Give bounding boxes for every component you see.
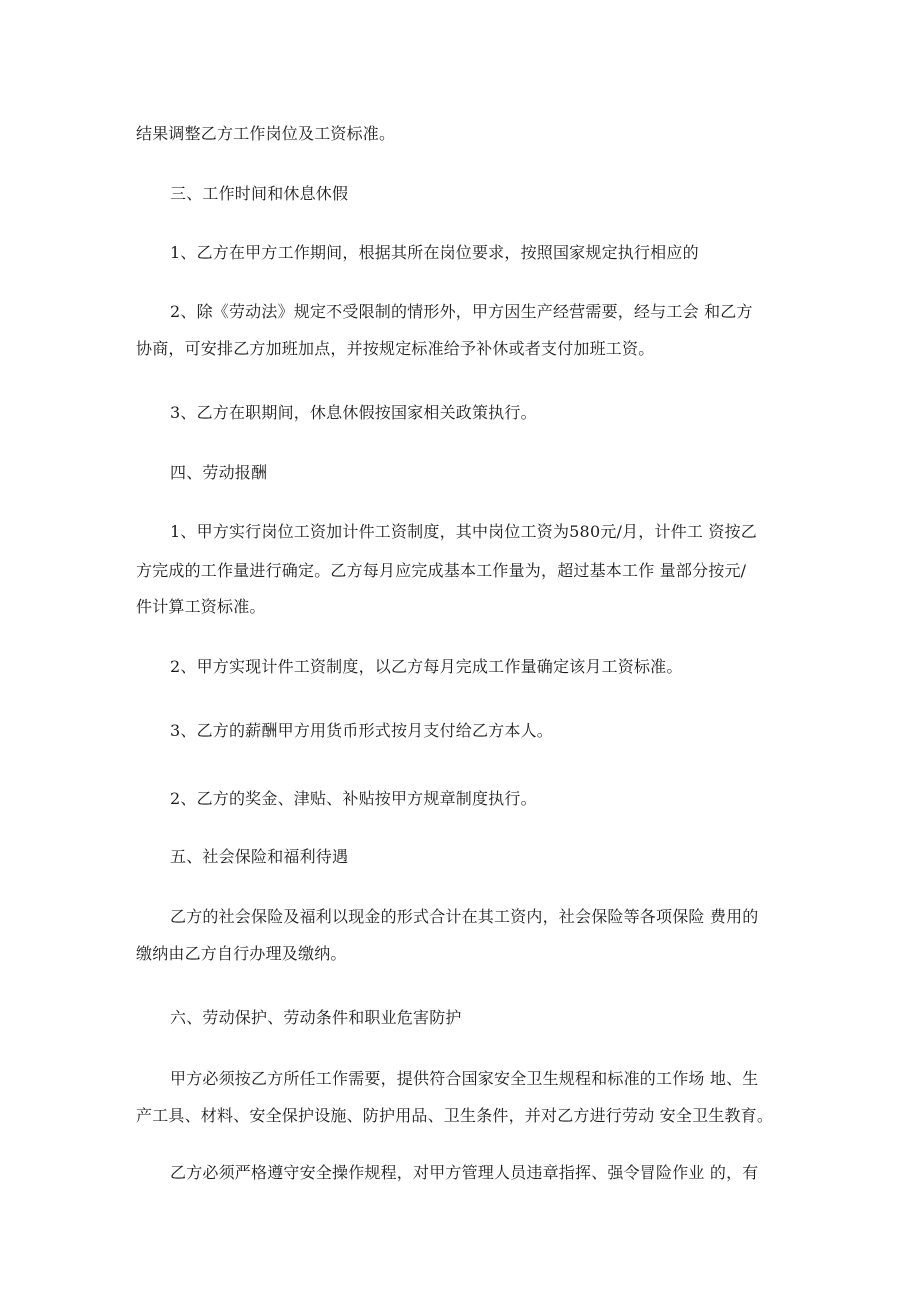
section-heading: 四、劳动报酬 xyxy=(170,463,268,482)
text-line: 2、除《劳动法》规定不受限制的情形外，甲方因生产经营需要，经与工会 和乙方 xyxy=(170,302,753,321)
text-line: 2、甲方实现计件工资制度，以乙方每月完成工作量确定该月工资标准。 xyxy=(170,657,683,676)
text-line: 结果调整乙方工作岗位及工资标准。 xyxy=(136,124,396,143)
text-line: 3、乙方的薪酬甲方用货币形式按月支付给乙方本人。 xyxy=(170,721,553,740)
text-line: 甲方必须按乙方所任工作需要，提供符合国家安全卫生规程和标准的工作场 地、生 xyxy=(170,1069,759,1088)
text-line: 3、乙方在职期间，休息休假按国家相关政策执行。 xyxy=(170,403,537,422)
text-line: 2、乙方的奖金、津贴、补贴按甲方规章制度执行。 xyxy=(170,789,537,808)
text-line: 件计算工资标准。 xyxy=(136,597,266,616)
text-line: 1、乙方在甲方工作期间，根据其所在岗位要求，按照国家规定执行相应的 xyxy=(170,243,699,262)
text-line: 产工具、材料、安全保护设施、防护用品、卫生条件，并对乙方进行劳动 安全卫生教育。 xyxy=(136,1106,774,1125)
section-heading: 五、社会保险和福利待遇 xyxy=(170,847,349,866)
section-heading: 三、工作时间和休息休假 xyxy=(170,184,349,203)
text-line: 缴纳由乙方自行办理及缴纳。 xyxy=(136,944,347,963)
text-line: 乙方的社会保险及福利以现金的形式合计在其工资内，社会保险等各项保险 费用的 xyxy=(170,907,759,926)
text-line: 1、甲方实行岗位工资加计件工资制度，其中岗位工资为580元/月，计件工 资按乙 xyxy=(170,522,757,541)
text-line: 协商，可安排乙方加班加点，并按规定标准给予补休或者支付加班工资。 xyxy=(136,339,655,358)
text-line: 乙方必须严格遵守安全操作规程，对甲方管理人员违章指挥、强令冒险作业 的，有 xyxy=(170,1163,759,1182)
section-heading: 六、劳动保护、劳动条件和职业危害防护 xyxy=(170,1008,462,1027)
text-line: 方完成的工作量进行确定。乙方每月应完成基本工作量为，超过基本工作 量部分按元/ xyxy=(136,561,747,580)
